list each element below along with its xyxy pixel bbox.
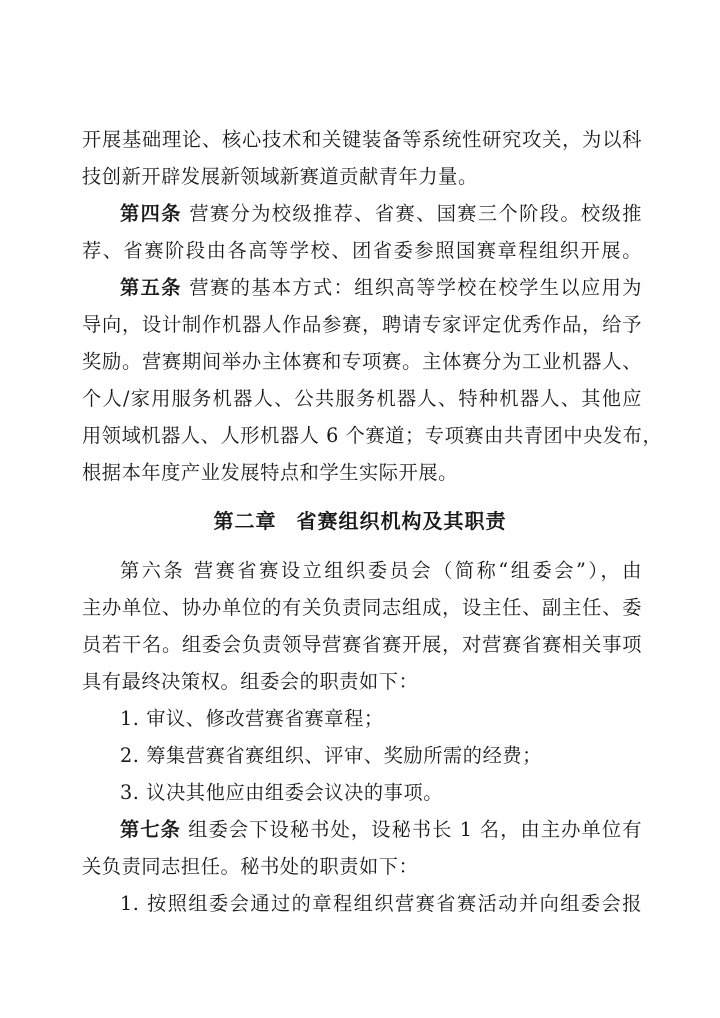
body-text-line: 具有最终决策权。组委会的职责如下： <box>82 670 419 693</box>
body-text-line: 员若干名。组委会负责领导营赛省赛开展，对营赛省赛相关事项 <box>82 633 642 656</box>
article-5-label: 第五条 <box>120 276 182 299</box>
list-item: 1. 审议、修改营赛省赛章程； <box>120 707 384 730</box>
article-4-line <box>82 202 642 226</box>
article-4-label: 第四条 <box>120 202 182 225</box>
body-text-line: 用领域机器人、人形机器人 6 个赛道；专项赛由共青团中央发布， <box>82 424 663 447</box>
article-7-text: 组委会下设秘书处，设秘书长 1 名，由主办单位有 <box>181 818 642 841</box>
article-4-text: 营赛分为校级推荐、省赛、国赛三个阶段。校级推 <box>181 202 642 225</box>
list-item: 3. 议决其他应由组委会议决的事项。 <box>120 781 444 804</box>
body-text-line: 个人/家用服务机器人、公共服务机器人、特种机器人、其他应 <box>82 387 642 410</box>
body-text-line: 荐、省赛阶段由各高等学校、团省委参照国赛章程组织开展。 <box>82 239 642 262</box>
article-6-line <box>82 559 642 583</box>
article-5-line <box>82 276 642 300</box>
body-text-line: 关负责同志担任。秘书处的职责如下： <box>82 855 419 878</box>
article-7-line <box>82 818 642 842</box>
article-6-label: 第六条 <box>120 559 186 582</box>
article-6-text: 营赛省赛设立组织委员会（简称“组委会”），由 <box>185 559 642 582</box>
body-text-line: 根据本年度产业发展特点和学生实际开展。 <box>82 461 458 484</box>
chapter-number: 第二章 <box>213 509 277 533</box>
body-text-line: 奖励。营赛期间举办主体赛和专项赛。主体赛分为工业机器人、 <box>82 350 642 373</box>
body-text-line: 导向，设计制作机器人作品参赛，聘请专家评定优秀作品，给予 <box>82 313 642 336</box>
chapter-title: 省赛组织机构及其职责 <box>296 509 507 533</box>
body-text-line: 主办单位、协办单位的有关负责同志组成，设主任、副主任、委 <box>82 596 642 619</box>
body-text-line: 技创新开辟发展新领域新赛道贡献青年力量。 <box>82 165 478 188</box>
list-item: 2. 筹集营赛省赛组织、评审、奖励所需的经费； <box>120 744 542 767</box>
body-text-line: 开展基础理论、核心技术和关键装备等系统性研究攻关，为以科 <box>82 128 642 151</box>
article-5-text: 营赛的基本方式：组织高等学校在校学生以应用为 <box>181 276 642 299</box>
list-item: 1. 按照组委会通过的章程组织营赛省赛活动并向组委会报 <box>120 892 642 915</box>
chapter-heading <box>0 509 720 533</box>
article-7-label: 第七条 <box>120 818 181 841</box>
